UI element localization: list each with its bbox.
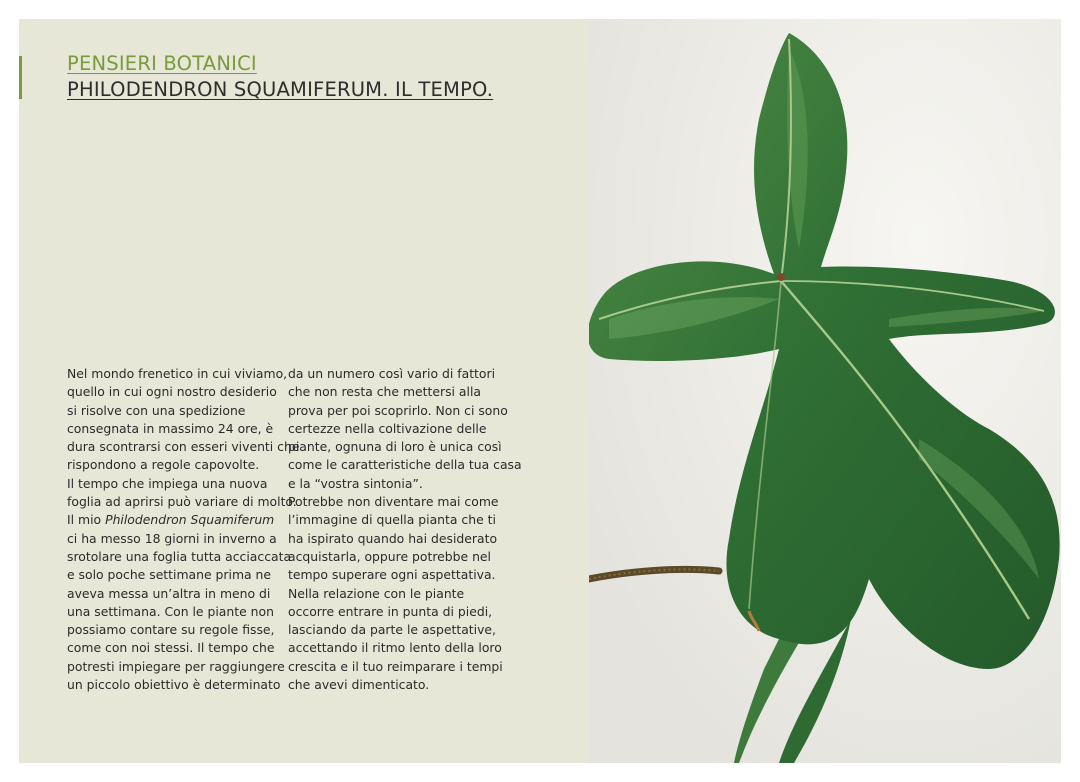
- text-line: piante, ognuna di loro è unica così: [288, 439, 502, 455]
- text-line: possiamo contare su regole fisse,: [67, 622, 275, 638]
- text-line: ha ispirato quando hai desiderato: [288, 530, 498, 546]
- text-line: si risolve con una spedizione: [67, 402, 246, 418]
- text-line: consegnata in massimo 24 ore, è: [67, 420, 274, 436]
- text-line: che non resta che mettersi alla: [288, 384, 482, 400]
- text-line: prova per poi scoprirlo. Non ci sono: [288, 402, 508, 418]
- text-line: aveva messa un’altra in meno di: [67, 585, 271, 601]
- text-line: crescita e il tuo reimparare i tempi: [288, 658, 503, 674]
- article-title: PHILODENDRON SQUAMIFERUM. IL TEMPO.: [67, 78, 494, 101]
- magazine-spread: [19, 19, 1061, 763]
- leaf-illustration: [589, 19, 1061, 763]
- text-line: Nel mondo frenetico in cui viviamo,: [67, 366, 288, 381]
- text-line: come con noi stessi. Il tempo che: [67, 640, 275, 656]
- text-line: foglia ad aprirsi può variare di molto.: [67, 494, 297, 510]
- text-line: Il tempo che impiega una nuova: [67, 475, 268, 491]
- text-line: e solo poche settimane prima ne: [67, 567, 272, 583]
- text-line: quello in cui ogni nostro desiderio: [67, 384, 277, 400]
- text-line: potresti impiegare per raggiungere: [67, 658, 285, 674]
- text-line: lasciando da parte le aspettative,: [288, 622, 496, 638]
- text-line: Potrebbe non diventare mai come: [288, 494, 499, 510]
- text-line: come le caratteristiche della tua casa: [288, 457, 522, 473]
- plant-name: Philodendron Squamiferum: [105, 512, 275, 528]
- text-line: [67, 511, 277, 529]
- text-line: Nella relazione con le piante: [288, 585, 465, 601]
- text-line: ci ha messo 18 giorni in inverno a: [67, 530, 277, 546]
- text-line: tempo superare ogni aspettativa.: [288, 567, 496, 583]
- plant-photo: [589, 19, 1061, 763]
- text-line: da un numero così vario di fattori: [288, 366, 496, 381]
- text-line: rispondono a regole capovolte.: [67, 457, 260, 473]
- text-line: che avevi dimenticato.: [288, 677, 430, 693]
- text-line: srotolare una foglia tutta acciaccata: [67, 548, 292, 564]
- accent-bar: [19, 56, 22, 99]
- article-column-left: [67, 365, 300, 694]
- text-line: l’immagine di quella pianta che ti: [288, 512, 496, 528]
- text-line: certezze nella coltivazione delle: [288, 420, 487, 436]
- article-column-right: [288, 365, 522, 694]
- text-fragment: Il mio: [67, 512, 102, 528]
- text-line: dura scontrarsi con esseri viventi che: [67, 439, 300, 455]
- text-line: una settimana. Con le piante non: [67, 603, 274, 619]
- text-line: occorre entrare in punta di piedi,: [288, 603, 493, 619]
- text-line: accettando il ritmo lento della loro: [288, 640, 502, 656]
- text-line: un piccolo obiettivo è determinato: [67, 677, 281, 693]
- section-kicker: PENSIERI BOTANICI: [67, 52, 257, 75]
- text-panel: [19, 19, 589, 763]
- text-line: e la “vostra sintonia”.: [288, 475, 423, 491]
- text-line: acquistarla, oppure potrebbe nel: [288, 548, 491, 564]
